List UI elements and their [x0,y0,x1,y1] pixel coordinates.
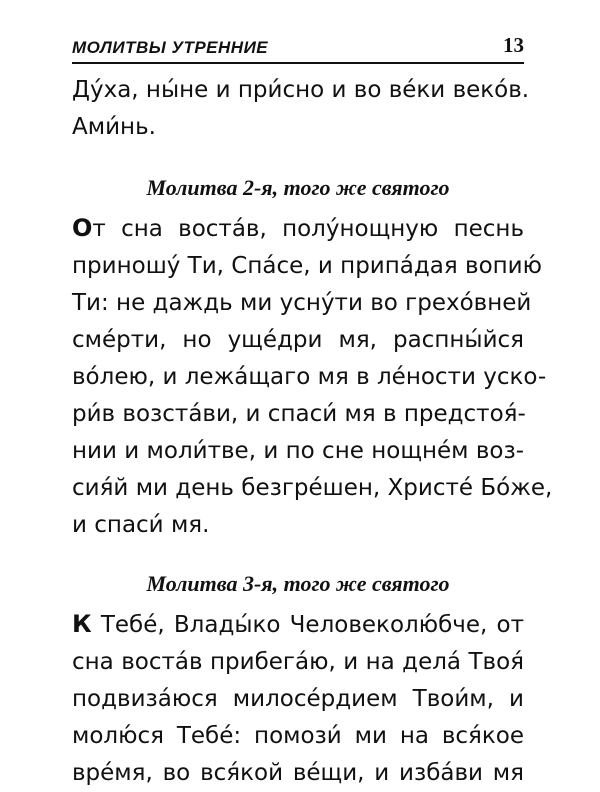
text-line: сна воста́в прибега́ю, и на дела́ Твоя́ [72,649,524,675]
text-line: и спаси́ мя. [72,512,210,538]
text-line: нии и моли́тве, и по сне нощне́м воз- [72,438,524,464]
text-line: приношу́ Ти, Спа́се, и припа́дая вопию́ [72,253,542,279]
text-line: подвиза́юся милосе́рдием Твои́м, и [72,686,524,712]
prayer-heading-3: Молитва 3-я, того же святого [146,571,450,596]
text-line: Ду́ха, ны́не и при́сно и во ве́ки веко́в. [72,77,530,103]
initial-letter: О [72,214,93,242]
continuation-paragraph [72,72,530,146]
text-line: молю́ся Тебе́: помози́ ми на вся́кое [72,723,524,749]
text-line-rest: Тебе́, Влады́ко Человеколю́бче, от [91,612,524,638]
prayer-text-2 [72,210,553,544]
text-line: сме́рти, но уще́дри мя, распны́йся [72,327,524,353]
text-line: Ти: не даждь ми усну́ти во грехо́вней [72,290,532,316]
text-line [72,210,524,248]
text-line-rest: т сна воста́в, полу́нощную песнь [92,216,524,242]
prayer-text-3 [72,606,524,792]
text-line: ри́в возста́ви, и спаси́ мя в предстоя́- [72,401,526,427]
text-line: Ами́нь. [72,114,156,140]
book-page [72,30,553,792]
text-line: во́лею, и лежа́щаго мя в ле́ности ускo- [72,364,547,390]
text-line [72,606,524,644]
running-head [72,30,524,64]
initial-letter: К [72,610,92,638]
prayer-heading-2: Молитва 2-я, того же святого [146,175,450,200]
page-number: 13 [503,33,524,57]
text-line: сия́й ми день безгре́шен, Христе́ Бо́же, [72,475,553,501]
running-title: МОЛИТВЫ УТРЕННИЕ [72,38,269,57]
text-line: вре́мя, во вся́кой ве́щи, и изба́ви мя [72,760,524,786]
